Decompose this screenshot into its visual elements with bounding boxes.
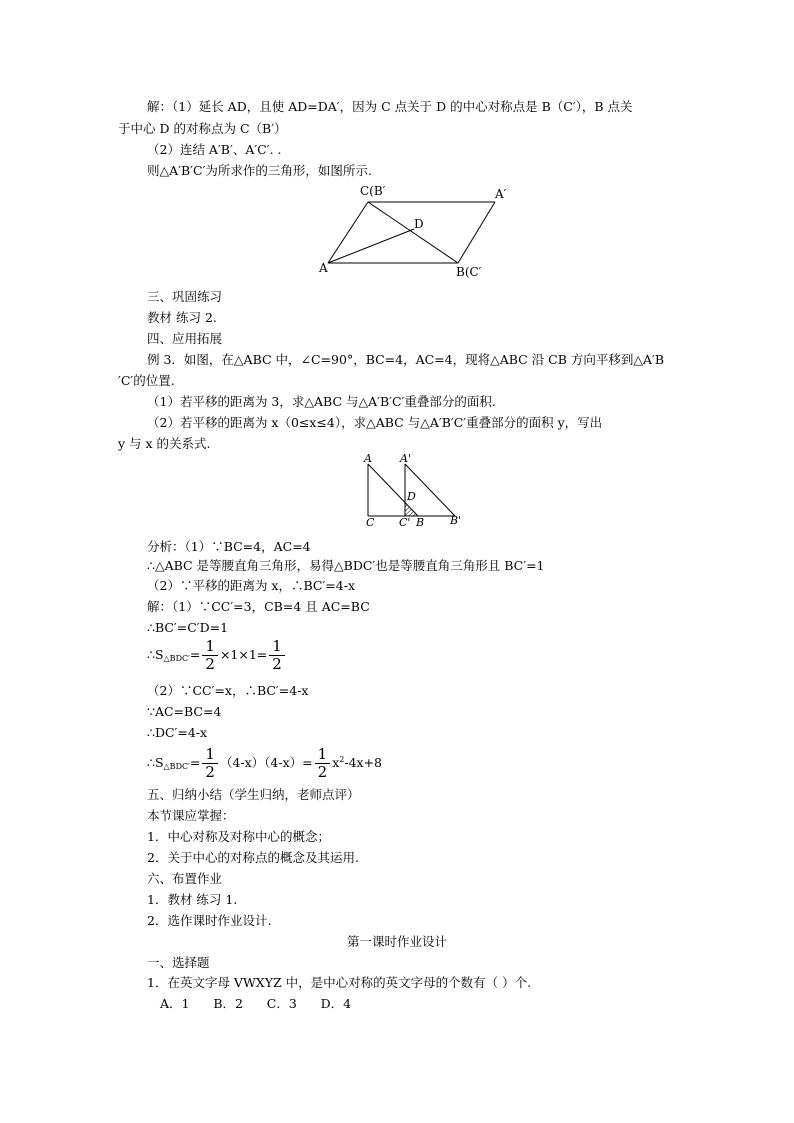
side-ca [328,202,368,263]
label-a-prime: A′ [495,187,507,201]
area-formula-2: $\therefore S_{\triangle BDC'}=$ $\frac{1}{2}$ （4-x）（4-x）= $\frac{1}{2}$ $x^2-4x+8$ [147,745,382,781]
label-b: B [416,516,425,529]
homework-options: A．1 B．2 C．3 D．4 [160,996,352,1011]
parallelogram-figure [310,180,520,280]
diagonal-cb [368,202,458,263]
side-b-ap [458,202,495,263]
section-6-line-1: 1．教材 练习 1. [147,892,238,907]
line-p1-1: 解：（1）延长 AD，且使 AD=DA′，因为 C 点关于 D 的中心对称点是 B（C′），B 点关 [147,99,633,114]
label-b-prime: B' [450,514,462,527]
analysis-line-1: 分析：（1）∵BC=4，AC=4 [147,539,311,554]
solution-line-6: ∴DC′=4-x [147,725,208,740]
line-p1-3: （2）连结 A′B′、A′C′. . [147,142,282,157]
section-5-line-2: 1．中心对称及对称中心的概念； [147,829,330,844]
solution-line-1: 解：（1）∵CC′=3，CB=4 且 AC=BC [147,599,370,614]
example-line-2: ′C′的位置. [118,373,175,388]
solution-line-4: （2）∵CC′=x，∴BC′=4-x [147,683,309,698]
section-6-heading: 六、布置作业 [147,871,223,886]
label-d: D [414,217,424,231]
example-line-1: 例 3．如图，在△ABC 中，∠C=90°，BC=4，AC=4，现将△ABC 沿 CB 方向平移到△A′B [147,352,665,367]
line-p1-2: 于中心 D 的对称点为 C（B′） [118,121,287,136]
label-a: A [319,261,328,275]
solution-line-2: ∴BC′=C′D=1 [147,620,229,635]
label-c: C(B′ [360,184,386,198]
homework-heading-1: 一、选择题 [147,955,210,970]
analysis-line-2: ∴△ABC 是等腰直角三角形，易得△BDC′也是等腰直角三角形且 BC′=1 [147,558,545,573]
question-2a: （2）若平移的距离为 x（0≤x≤4），求△ABC 与△A′B′C′重叠部分的面积 y，写出 [147,415,603,430]
section-6-line-2: 2．选作课时作业设计. [147,913,272,928]
line-p1-4: 则△A′B′C′为所求作的三角形，如图所示. [147,163,372,178]
section-5-line-1: 本节课应掌握： [147,808,235,823]
section-4-heading: 四、应用拓展 [147,331,223,346]
section-5-line-3: 2．关于中心的对称点的概念及其运用. [147,850,359,865]
label-b: B(C′ [456,265,482,279]
homework-question-1: 1．在英文字母 VWXYZ 中，是中心对称的英文字母的个数有（ ）个. [147,975,532,990]
section-3-text: 教材 练习 2. [147,310,217,325]
solution-line-5: ∵AC=BC=4 [147,704,222,719]
label-c-prime: C' [399,516,411,529]
question-2b: y 与 x 的关系式. [118,436,211,451]
area-formula-1: $\therefore S_{\triangle BDC'}=$ $\frac{1}{2}$ ×1×1= $\frac{1}{2}$ [147,637,287,677]
label-a: A [364,452,372,465]
homework-title: 第一课时作业设计 [346,934,447,949]
segment-ad [328,229,414,263]
label-d: D [407,490,416,503]
label-a-prime: A' [400,452,411,465]
section-3-heading: 三、巩固练习 [147,289,223,304]
question-1: （1）若平移的距离为 3，求△ABC 与△A′B′C′重叠部分的面积. [147,394,496,409]
analysis-line-3: （2）∵平移的距离为 x，∴BC′=4-x [147,578,355,593]
translation-figure [360,450,470,530]
section-5-heading: 五、归纳小结（学生归纳，老师点评） [147,787,360,802]
label-c: C [366,516,375,529]
